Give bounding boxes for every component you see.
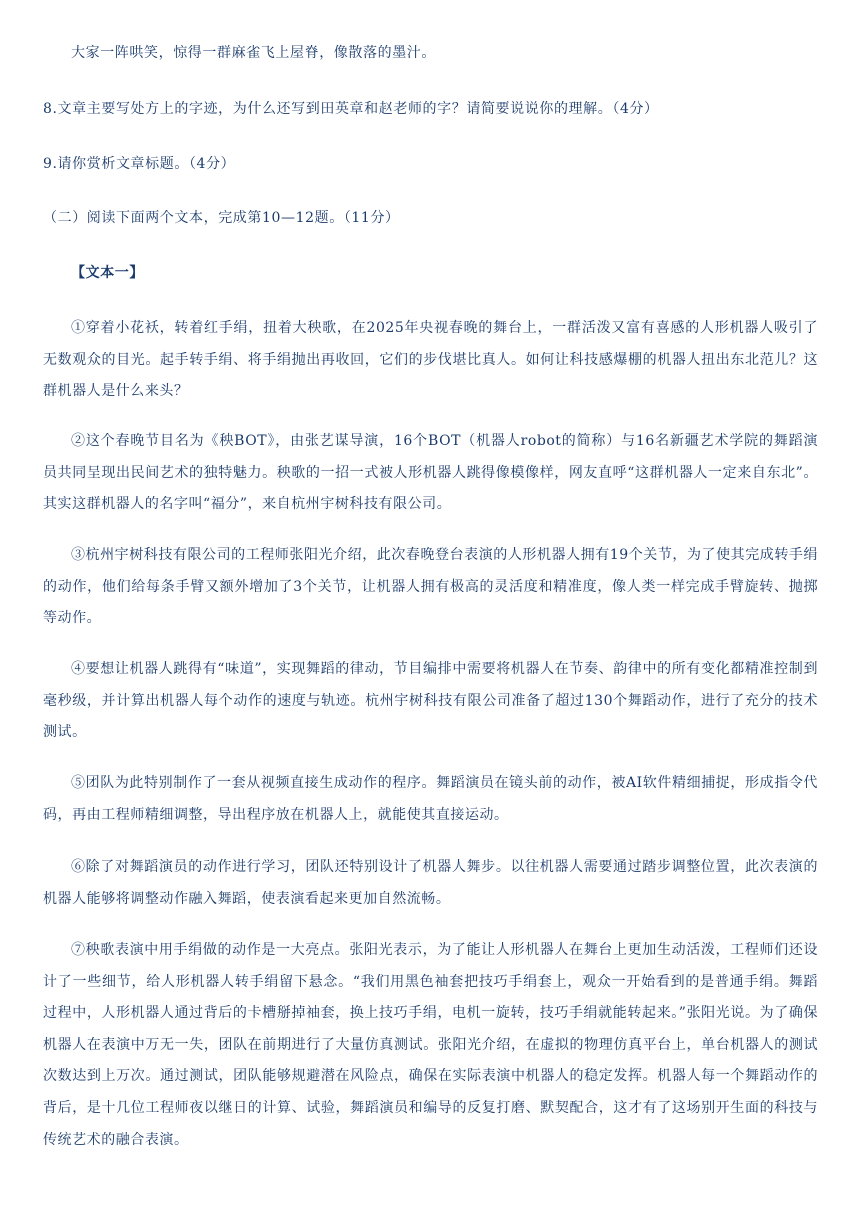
section-2-heading: （二）阅读下面两个文本，完成第10—12题。（11分）: [43, 210, 400, 226]
paragraph-5: ⑤团队为此特别制作了一套从视频直接生成动作的程序。舞蹈演员在镜头前的动作，被AI软件精细捕捉，形成指令代码，再由工程师精细调整，导出程序放在机器人上，就能使其直接运动。: [43, 775, 818, 823]
question-8: 8.文章主要写处方上的字迹，为什么还写到田英章和赵老师的字？请简要说说你的理解。（4分）: [43, 101, 659, 117]
paragraph-1: ①穿着小花袄，转着红手绢，扭着大秧歌，在2025年央视春晚的舞台上，一群活泼又富有喜感的人形机器人吸引了无数观众的目光。起手转手绢、将手绢抛出再收回，它们的步伐堪比真人。如何让科技感爆棚的机器人扭出东北范儿？这群机器人是什么来头？: [43, 320, 818, 400]
paragraph-4: ④要想让机器人跳得有“味道”，实现舞蹈的律动，节目编排中需要将机器人在节奏、韵律中的所有变化都精准控制到毫秒级，并计算出机器人每个动作的速度与轨迹。杭州宇树科技有限公司准备了超过130个舞蹈动作，进行了充分的技术测试。: [43, 661, 818, 741]
paragraph-3: ③杭州宇树科技有限公司的工程师张阳光介绍，此次春晚登台表演的人形机器人拥有19个关节，为了使其完成转手绢的动作，他们给每条手臂又额外增加了3个关节，让机器人拥有极高的灵活度和精准度，像人类一样完成手臂旋转、抛掷等动作。: [43, 547, 818, 627]
question-9: 9.请你赏析文章标题。（4分）: [43, 156, 236, 172]
paragraph-2: ②这个春晚节目名为《秧BOT》，由张艺谋导演，16个BOT（机器人robot的简称）与16名新疆艺术学院的舞蹈演员共同呈现出民间艺术的独特魅力。秧歌的一招一式被人形机器人跳得像模像样，网友直呼“这群机器人一定来自东北”。其实这群机器人的名字叫“福分”，来自杭州宇树科技有限公司。: [43, 433, 818, 513]
text-1-heading: 【文本一】: [71, 265, 144, 281]
top-line: 大家一阵哄笑，惊得一群麻雀飞上屋脊，像散落的墨汁。: [71, 45, 436, 61]
paragraph-6: ⑥除了对舞蹈演员的动作进行学习，团队还特别设计了机器人舞步。以往机器人需要通过踏步调整位置，此次表演的机器人能够将调整动作融入舞蹈，使表演看起来更加自然流畅。: [43, 859, 818, 907]
paragraph-7: ⑦秧歌表演中用手绢做的动作是一大亮点。张阳光表示，为了能让人形机器人在舞台上更加生动活泼，工程师们还设计了一些细节，给人形机器人转手绢留下悬念。“我们用黑色袖套把技巧手绢套上，观众一开始看到的是普通手绢。舞蹈过程中，人形机器人通过背后的卡槽掰掉袖套，换上技巧手绢，电机一旋转，技巧手绢就能转起来。”张阳光说。为了确保机器人在表演中万无一失，团队在前期进行了大量仿真测试。张阳光介绍，在虚拟的物理仿真平台上，单台机器人的测试次数达到上万次。通过测试，团队能够规避潜在风险点，确保在实际表演中机器人的稳定发挥。机器人每一个舞蹈动作的背后，是十几位工程师夜以继日的计算、试验，舞蹈演员和编导的反复打磨、默契配合，这才有了这场别开生面的科技与传统艺术的融合表演。: [43, 942, 818, 1148]
